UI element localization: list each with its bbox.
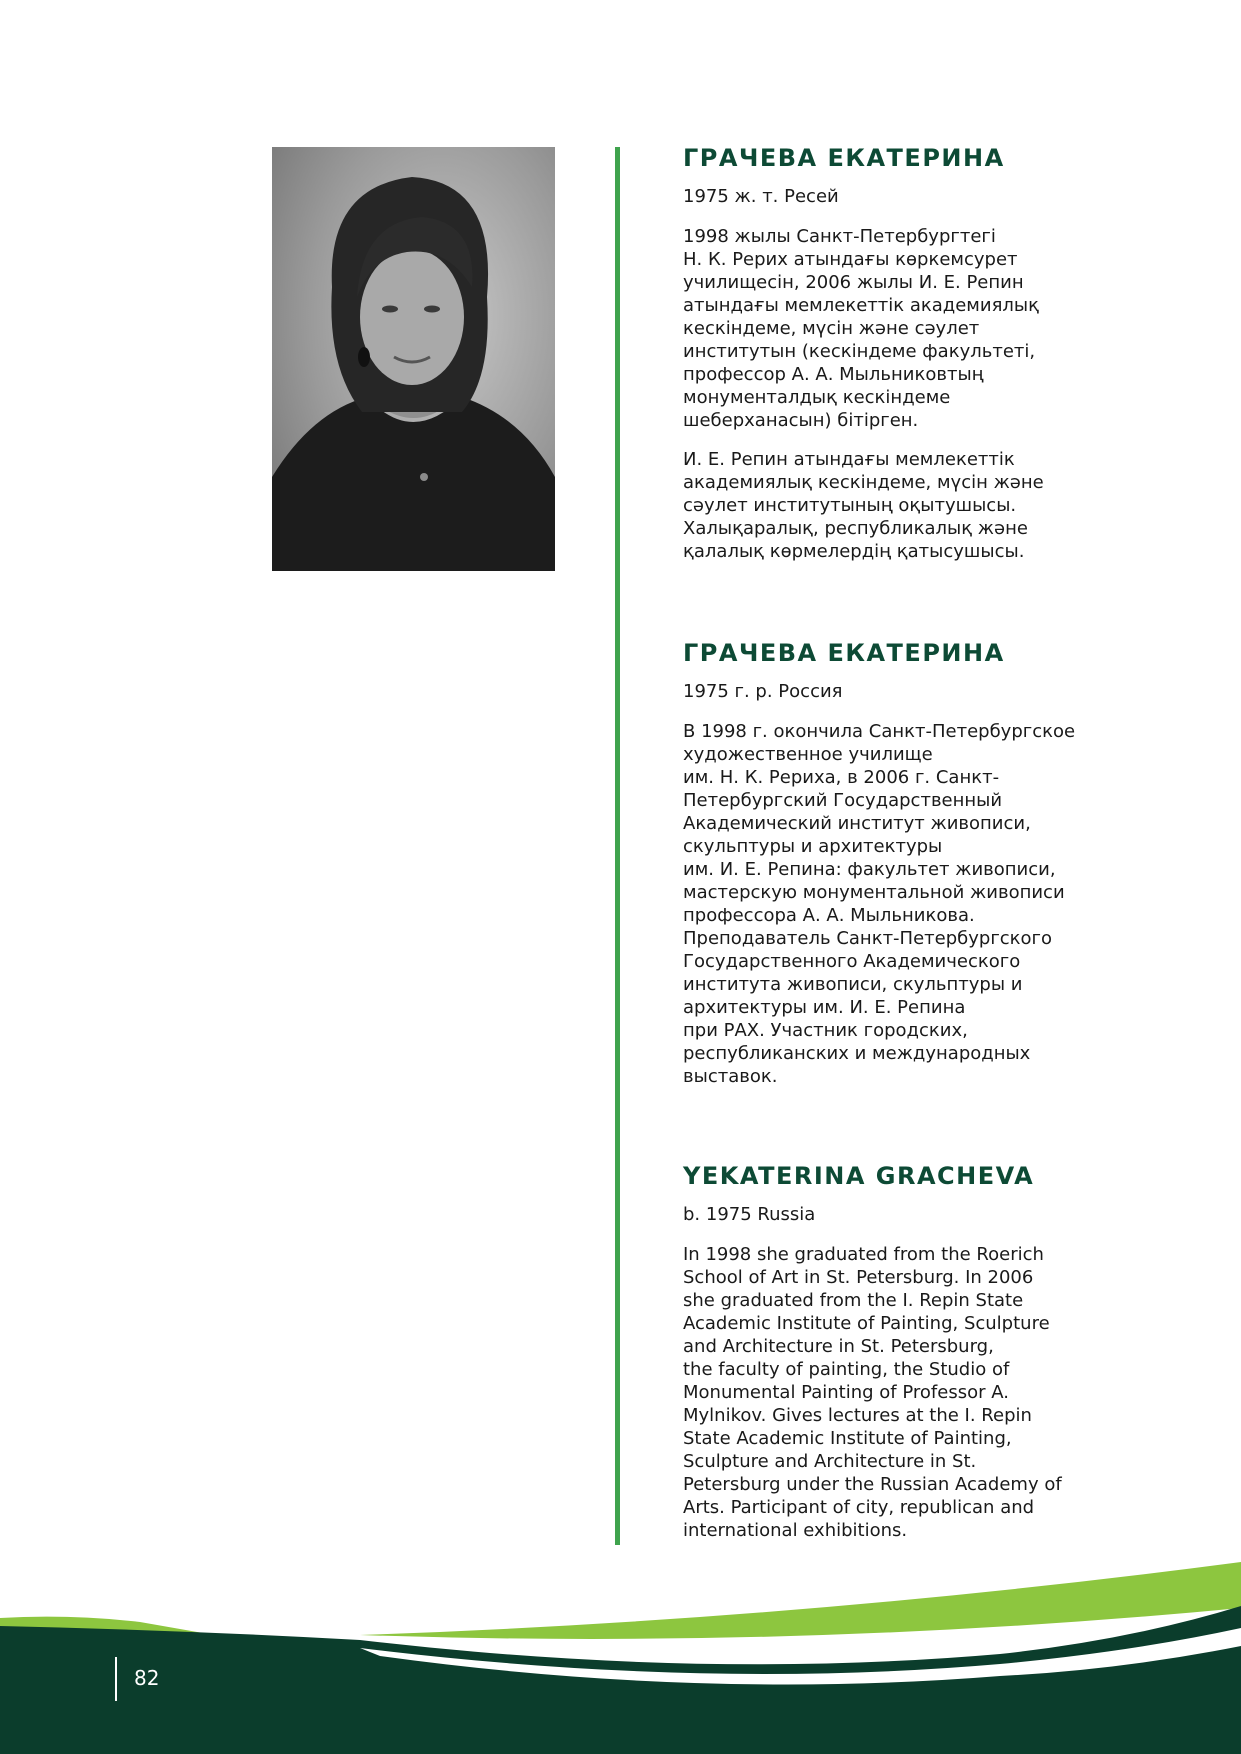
vertical-divider <box>615 147 620 1545</box>
biography-kz-2: И. Е. Репин атындағы мемлекеттік академиялық кескіндеме, мүсін және сәулет институтының оқытушысы. Халықаралық, республикалық және қалалық көрмелердің қатысушысы. <box>683 449 1044 562</box>
birth-info-kz: 1975 ж. т. Ресей <box>683 186 839 207</box>
portrait-image <box>272 147 555 571</box>
artist-name-kz: ГРАЧЕВА ЕКАТЕРИНА <box>683 144 1005 172</box>
footer-wave <box>0 1540 1241 1754</box>
bio-section-en <box>683 1161 1113 1542</box>
artist-name-ru: ГРАЧЕВА ЕКАТЕРИНА <box>683 639 1005 667</box>
biography-ru: В 1998 г. окончила Санкт-Петербургское художественное училище им. Н. К. Рериха, в 2006 г. Санкт- Петербургский Государственный Академический институт живописи, скульптуры и архитектуры им. И. Е. Репина: факультет живописи, мастерскую монументальной живописи профессора А. А. Мыльникова. Преподаватель Санкт-Петербургского Государственного Академического института живописи, скульптуры и архитектуры им. И. Е. Репина при РАХ. Участник городских, республиканских и международных выставок. <box>683 721 1076 1087</box>
page-number: 82 <box>134 1666 160 1690</box>
portrait-photo <box>272 147 555 571</box>
biography-en: In 1998 she graduated from the Roerich School of Art in St. Petersburg. In 2006 she graduated from the I. Repin State Academic Institute of Painting, Sculpture and Architecture in St. Petersburg, the faculty of painting, the Studio of Monumental Painting of Professor A. Mylnikov. Gives lectures at the I. Repin State Academic Institute of Painting, Sculpture and Architecture in St. Petersburg under the Russian Academy of Arts. Participant of city, republican and international exhibitions. <box>683 1244 1062 1541</box>
page-number-bar <box>115 1657 117 1701</box>
bio-section-ru <box>683 638 1113 1088</box>
footer-wave-graphic <box>0 1540 1241 1754</box>
biography-kz: 1998 жылы Санкт-Петербургтегі Н. К. Рерих атындағы көркемсурет училищесін, 2006 жылы И. Е. Репин атындағы мемлекеттік академиялық кескіндеме, мүсін және сәулет институтын (кескіндеме факультеті, профессор А. А. Мыльниковтың монументалдық кескіндеме шеберханасын) бітірген. <box>683 226 1040 431</box>
bio-section-kz <box>683 143 1113 563</box>
birth-info-en: b. 1975 Russia <box>683 1204 816 1225</box>
artist-name-en: YEKATERINA GRACHEVA <box>683 1162 1035 1190</box>
birth-info-ru: 1975 г. р. Россия <box>683 681 843 702</box>
